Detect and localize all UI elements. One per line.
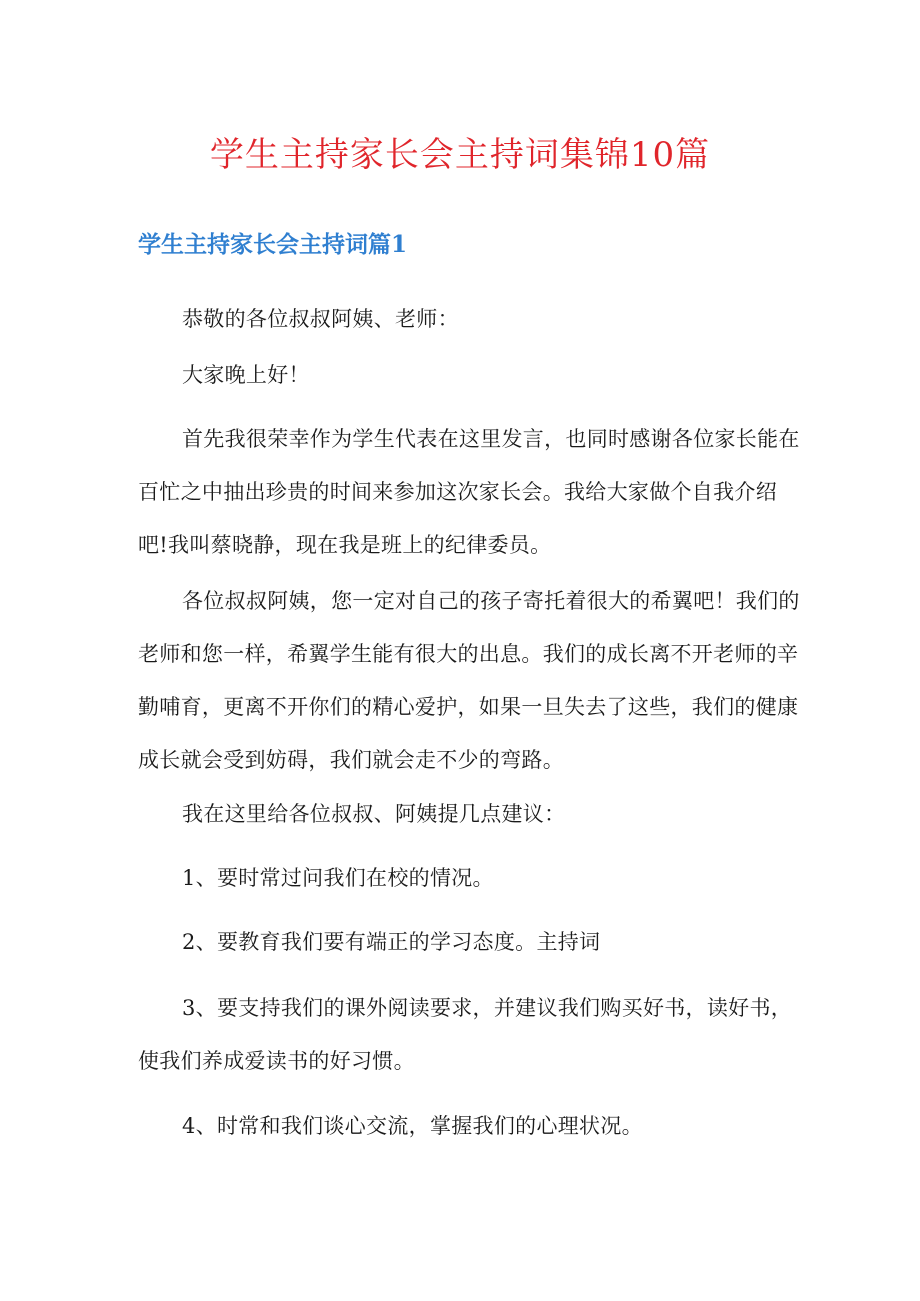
document-title: 学生主持家长会主持词集锦10篇 [209,135,711,175]
suggestion-item-2: 2、要教育我们要有端正的学习态度。主持词 [182,930,601,954]
paragraph-salutation: 恭敬的各位叔叔阿姨、老师： [182,307,459,331]
section-heading: 学生主持家长会主持词篇1 [138,231,408,258]
paragraph-introduction: 首先我很荣幸作为学生代表在这里发言，也同时感谢各位家长能在百忙之中抽出珍贵的时间来参加这次家长会。我给大家做个自我介绍吧!我叫蔡晓静，现在我是班上的纪律委员。 [138,427,800,557]
paragraph-greeting: 大家晚上好！ [182,363,310,387]
paragraph-suggestions-intro: 我在这里给各位叔叔、阿姨提几点建议： [182,802,566,826]
paragraph-expectations: 各位叔叔阿姨，您一定对自己的孩子寄托着很大的希翼吧！我们的老师和您一样，希翼学生能有很大的出息。我们的成长离不开老师的辛勤哺育，更离不开你们的精心爱护，如果一旦失去了这些，我们的健康成长就会受到妨碍，我们就会走不少的弯路。 [138,589,800,772]
suggestion-item-1: 1、要时常过问我们在校的情况。 [182,866,494,890]
suggestion-item-4: 4、时常和我们谈心交流，掌握我们的心理状况。 [182,1114,643,1138]
suggestion-item-3: 3、要支持我们的课外阅读要求，并建议我们购买好书，读好书，使我们养成爱读书的好习惯。 [138,996,793,1073]
